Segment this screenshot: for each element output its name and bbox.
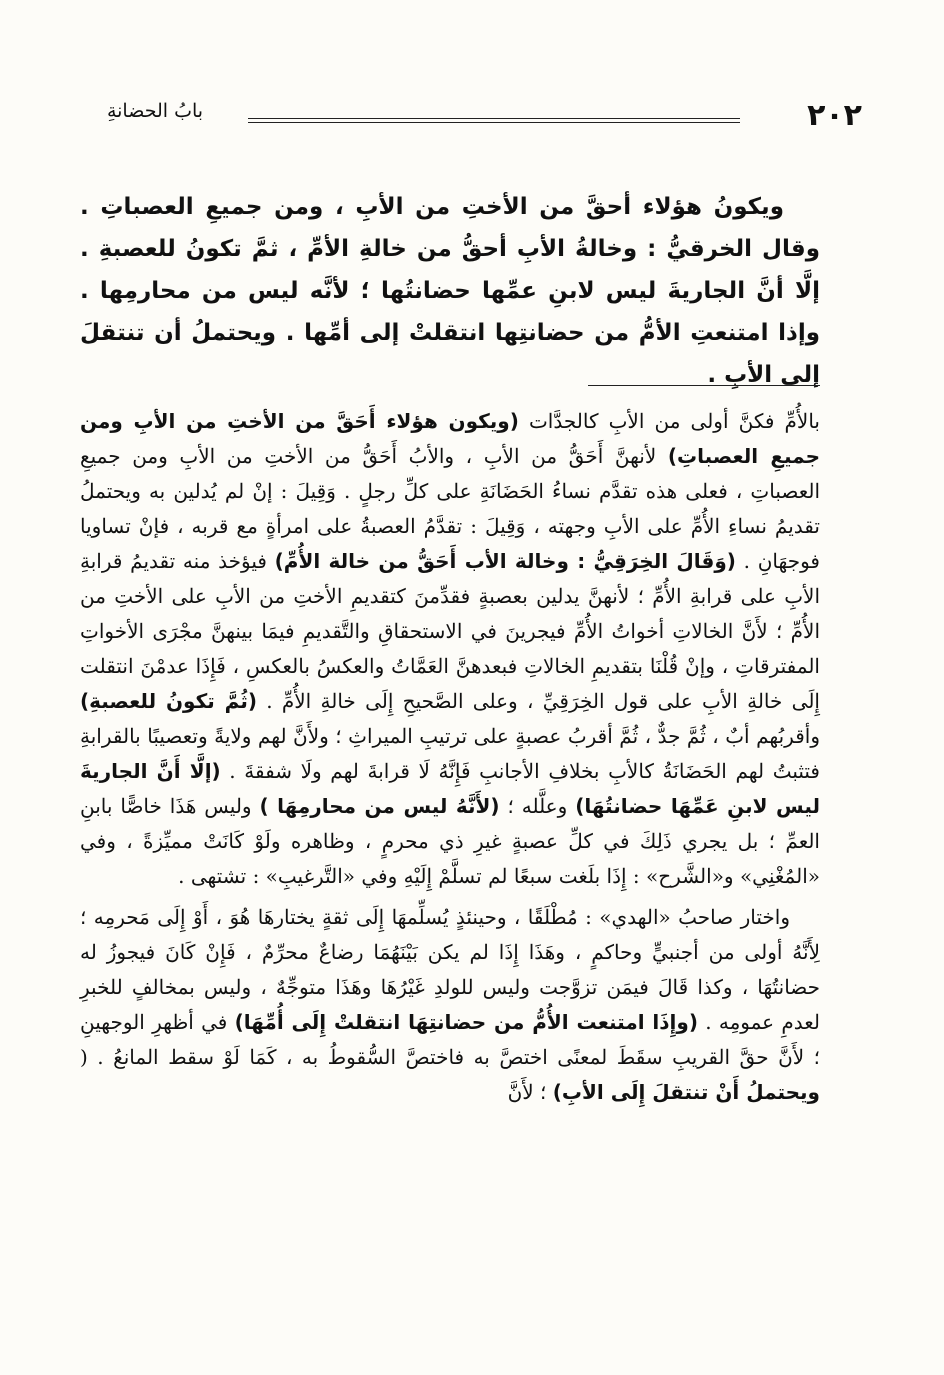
- quoted-main-text: (ويكون هؤلاء أَحَقَّ من الأختِ من الأبِ ومن جميعِ العصباتِ): [80, 409, 821, 468]
- quoted-main-text: ويحتملُ أَنْ تنتقلَ إِلَى الأبِ): [552, 1080, 820, 1104]
- quoted-main-text: (لأَنَّهُ ليس من محارمِهَا ): [259, 794, 500, 818]
- quoted-main-text: (إلَّا أَنَّ الجاريةَ ليس لابنِ عَمِّهَا حضانتُهَا): [80, 759, 820, 818]
- quoted-main-text: (وإِذَا امتنعت الأُمُّ من حضانتِهَا انتقلتْ إِلَى أُمِّهَا): [234, 1010, 698, 1034]
- commentary-paragraph-2: [80, 900, 820, 1110]
- commentary-text: وأقربُهم أبٌ ، ثُمَّ جدٌّ ، ثُمَّ أقربُ عصبةٍ على ترتيبِ الميراثِ ؛ ولأَنَّ لهم ولايةً وتعصيبًا بالقرابةِ فتثبتُ لهم الحَضَانَةُ كالأبِ بخلافِ الأجانبِ فَإِنَّهُ لَا قرابةَ لهم ولَا شفقةَ .: [80, 724, 820, 783]
- commentary-text: وليس هَذَا خاصًّا بابنِ العمِّ ؛ بل يجري ذَلِكَ في كلِّ عصبةٍ غيرِ ذي محرمٍ ، وظاهره ولَوْ كَانَتْ مميِّزةً ، وفي «المُغْنِي» و«الشَّرح» : إِذَا بلَغت سبعًا لم تسلَّمْ إِلَيْهِ وفي «التَّرغيبِ» : تشتهى .: [80, 794, 820, 888]
- commentary-text: في أظهرِ الوجهينِ ؛ لأَنَّ حقَّ القريبِ سقَطَ لمعنًى اختصَّ به فاختصَّ السُّقوطُ به ، كَمَا لَوْ سقط المانعُ . (: [80, 1010, 820, 1069]
- commentary-paragraph-1: [80, 404, 820, 894]
- commentary-text: وعلَّله ؛: [499, 794, 576, 818]
- running-header: [80, 96, 862, 146]
- commentary-text: فيؤخذ منه تقديمُ قرابةِ الأبِ على قرابةِ الأُمِّ ؛ لأنهنَّ يدلين بعصبةٍ فقدِّمنَ كتقديمِ الأختِ من الأبِ على الأختِ من الأُمِّ ؛ لأَنَّ الخالاتِ أخواتُ الأُمِّ فيجرينَ في الاستحقاقِ والتَّقديمِ فيمَا بينهنَّ مجْرَى الأخواتِ المفترقاتِ ، وإنْ قُلْنَا بتقديمِ الخالاتِ فبعدهنَّ العَمَّاتُ والعكسُ بالعكسِ ، فَإِذَا عدمْنَ انتقلت إِلَى خالةِ الأبِ على قول الخِرَقِيِّ ، وعلى الصَّحيحِ إِلَى خالةِ الأُمِّ .: [80, 549, 820, 713]
- running-title: بابُ الحضانةِ: [106, 100, 204, 122]
- commentary-text: بالأُمِّ فكنَّ أولى من الأبِ كالجدَّات: [518, 409, 820, 433]
- main-text: [80, 186, 820, 396]
- quoted-main-text: (وَقَالَ الخِرَقِيُّ : وخالة الأب أَحَقُّ من خالة الأُمِّ): [274, 549, 736, 573]
- commentary-text: ؛ لأَنَّ: [507, 1080, 553, 1104]
- commentary-text: واختار صاحبُ «الهدي» : مُطْلَقًا ، وحينئذٍ يُسلِّمهَا إِلَى ثقةٍ يختارهَا هُوَ ، أَوْ إِلَى مَحرمِه ؛ لِأَنَّهُ أولى من أجنبيٍّ وحاكمٍ ، وهَذَا إِذَا لم يكن بَيْنَهُمَا رضاعٌ محرِّمٌ ، فَإِنْ كَانَ فيجوزُ له حضانتُهَا ، وكذا قَالَ فيمَن تزوَّجت وليس للولدِ غَيْرُهَا وهَذَا متوجِّهٌ ، وليس بمخالفٍ للخبرِ لعدمِ عمومِه .: [80, 905, 820, 1034]
- commentary-text: لأنهنَّ أَحَقُّ من الأبِ ، والأبُ أَحَقُّ من الأختِ من الأبِ ومن جميعِ العصباتِ ، فعلى هذه تقدَّم نساءُ الحَضَانَةِ على كلِّ رجلٍ . وَقِيلَ : إنْ لم يُدلين به ويحتملُ تقديمُ نساءِ الأُمِّ على الأبِ وجهته ، وَقِيلَ : تقدَّمُ العصبةُ على امرأةٍ مع قربه ، فإنْ تساويا فوجهَانِ .: [80, 444, 820, 573]
- quoted-main-text: (ثُمَّ تكونُ للعصبةِ): [80, 689, 257, 713]
- footnote-rule: [588, 385, 820, 386]
- commentary: [80, 404, 820, 1324]
- page-number: ٢٠٢: [807, 98, 862, 133]
- header-rule: [248, 118, 740, 123]
- main-text-paragraph: ويكونُ هؤلاء أحقَّ من الأختِ من الأبِ ، ومن جميعِ العصباتِ . وقال الخرقيُّ : وخالةُ الأبِ أحقُّ من خالةِ الأمِّ ، ثمَّ تكونُ للعصبةِ . إلَّا أنَّ الجاريةَ ليس لابنِ عمِّها حضانتُها ؛ لأنَّه ليس من محارمِها . وإذا امتنعتِ الأمُّ من حضانتِها انتقلتْ إلى أمِّها . ويحتملُ أن تنتقلَ إلى الأبِ .: [80, 194, 820, 388]
